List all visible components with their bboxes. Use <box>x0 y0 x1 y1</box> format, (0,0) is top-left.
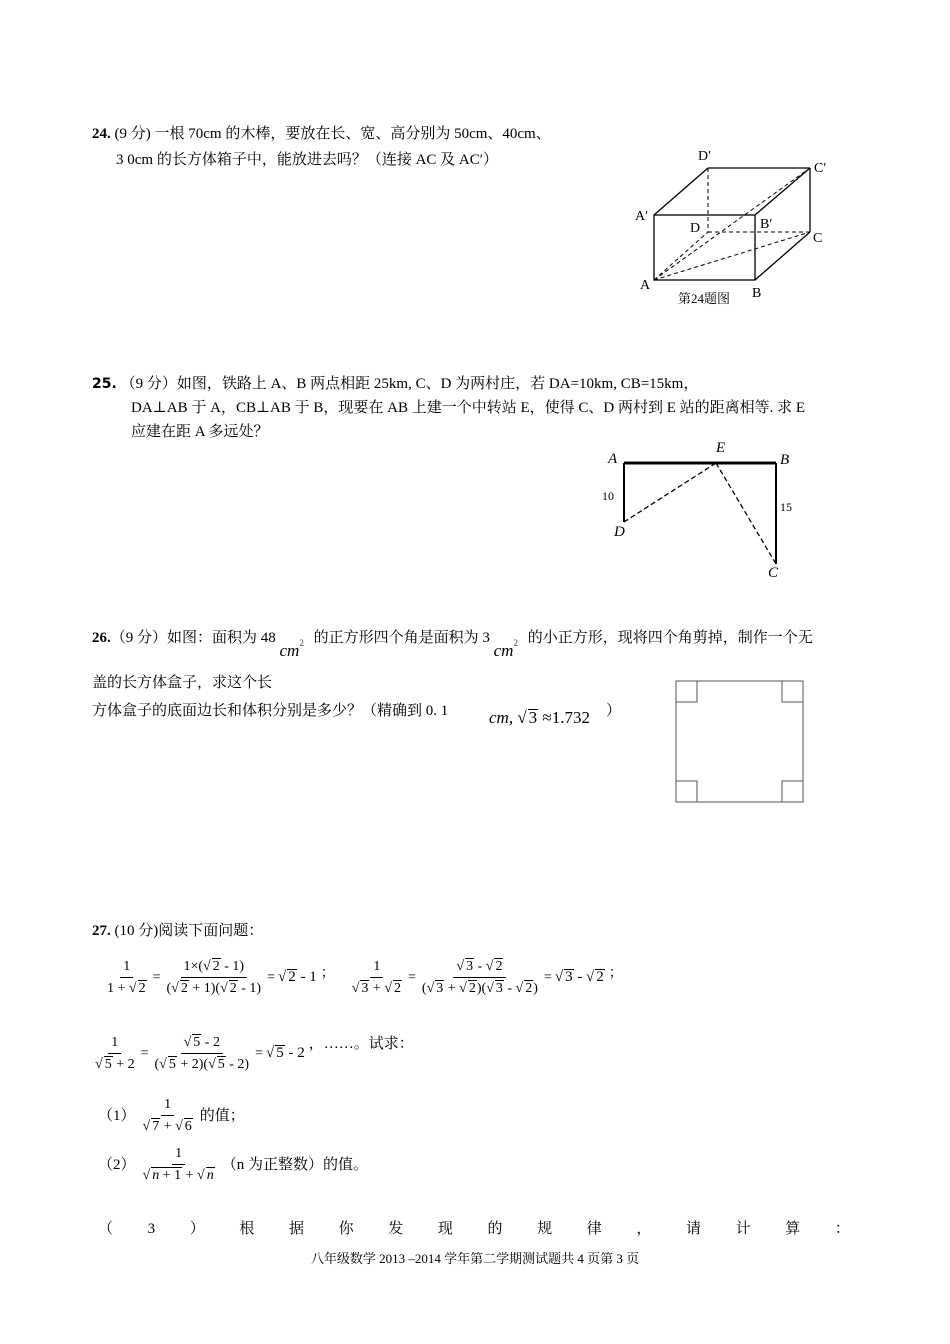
q27-number: 27. <box>92 923 111 939</box>
q25-line1 <box>92 374 698 394</box>
q26-unit-cm: cm, <box>489 708 514 727</box>
q27-example-row-1: $\frac{1}{1 + √ 2}$ = $\frac{1\times(√ 2 - 1)}{(√ 2 + 1)(√ 2 - 1)}$ = √ 2 - 1 ； $\frac{1}{√ 3 + √ 2}$ = $\frac{√ 3 - √ 2}{(√ 3 + √ 2)(√ 3 - √ 2)}$ = √ 3 - √ 2 ； <box>104 958 623 997</box>
q25-rail-figure <box>596 436 810 582</box>
q26-number: 26. <box>92 630 111 646</box>
label-B: B <box>780 452 790 468</box>
label-D: D <box>614 524 625 540</box>
q26-text-3a: 方体盒子的底面边长和体积分别是多少？（精确到 0. 1 <box>92 703 449 719</box>
q26-unit-2: cm <box>493 641 514 660</box>
q24-number: 24. <box>92 126 111 142</box>
q24-line1 <box>92 124 551 144</box>
label-A: A <box>640 278 651 293</box>
q26-text-1: （9 分）如图：面积为 48 <box>110 630 276 646</box>
q25-number: 25. <box>92 376 117 392</box>
label-DA-length: 10 <box>602 489 614 503</box>
sep-2: ； <box>608 965 623 981</box>
q24-line2: 3 0cm 的长方体箱子中，能放进去吗？（连接 AC 及 AC′） <box>116 152 499 168</box>
q26-sqrt3: 3 <box>528 708 538 727</box>
q26-text-2: 的正方形四个角是面积为 3 <box>313 630 490 646</box>
segment-EC <box>716 463 776 564</box>
label-C: C <box>813 231 823 246</box>
segment-DE <box>624 463 716 522</box>
q27-example-row-2: $\frac{1}{√ 5 + 2}$ = $\frac{√ 5 - 2}{(√ 5 + 2)(√ 5 - 2)}$ = √ 5 - 2 ，……。试求： <box>95 1035 414 1072</box>
page-footer: 八年级数学 2013 –2014 学年第二学期测试题共 4 页第 3 页 <box>310 1251 640 1266</box>
label-D: D <box>690 221 701 236</box>
q26-precision: cm, √ 3 ≈1.732 <box>489 708 591 727</box>
corner-square-tl <box>676 681 697 702</box>
diagonal-ACp <box>654 168 810 280</box>
label-B: B <box>752 286 762 301</box>
q24-text-1: (9 分) 一根 70cm 的木棒，要放在长、宽、高分别为 50cm、40cm、 <box>114 126 551 142</box>
sep-1: ； <box>320 965 335 981</box>
q27-intro: (10 分)阅读下面问题： <box>114 923 264 939</box>
label-Ap: A′ <box>635 209 649 224</box>
label-E: E <box>716 440 726 456</box>
q25-text-1: （9 分）如图，铁路上 A、B 两点相距 25km, C、D 为两村庄，若 DA=10km, CB=15km， <box>120 376 699 392</box>
label-CB-length: 15 <box>780 500 792 514</box>
q27-p1-label: （1） <box>98 1107 136 1124</box>
q27-ex-end: ，……。试求： <box>308 1035 414 1052</box>
q26-approx: ≈1.732 <box>542 708 591 727</box>
label-C: C <box>768 565 779 581</box>
label-A: A <box>608 451 618 467</box>
label-Cp: C′ <box>814 161 827 176</box>
diagonal-AC <box>654 232 810 280</box>
q24-caption: 第24题图 <box>678 291 731 306</box>
big-square <box>676 681 803 802</box>
q26-line3 <box>92 701 448 721</box>
q27-part1: （1） $\frac{1}{√ 7 + √ 6}$ 的值； <box>98 1097 245 1134</box>
q26-text-3: 的小正方形，现将四个角剪掉，制作一个无 <box>527 630 813 646</box>
q27-p2-label: （2） <box>98 1156 136 1173</box>
q27-p2-tail: （n 为正整数）的值。 <box>221 1156 368 1173</box>
label-Bp: B′ <box>760 217 773 232</box>
corner-square-tr <box>782 681 803 702</box>
q24-cuboid-figure <box>620 140 840 315</box>
q26-unit-1: cm <box>279 641 300 660</box>
corner-square-br <box>782 781 803 802</box>
q26-square-figure <box>675 680 805 804</box>
q25-line2: DA⊥AB 于 A，CB⊥AB 于 B，现要在 AB 上建一个中转站 E，使得 C、D 两村到 E 站的距离相等. 求 E <box>131 400 806 416</box>
q27-line1 <box>92 921 263 941</box>
q26-line2: 盖的长方体盒子，求这个长 <box>92 675 273 691</box>
label-Dp: D′ <box>698 149 712 164</box>
q25-line3: 应建在距 A 多远处？ <box>131 424 269 440</box>
q27-part2: （2） $\frac{1}{√ n + 1 + √ n}$ （n 为正整数）的值。 <box>98 1146 368 1183</box>
q27-part3: （ 3 ） 根 据 你 发 现 的 规 律 ， 请 计 算 ： <box>98 1221 850 1237</box>
corner-square-bl <box>676 781 697 802</box>
q27-p1-tail: 的值； <box>199 1107 245 1124</box>
q26-line1: 26.（9 分）如图：面积为 48 $cm^2$ 的正方形四个角是面积为 3 $cm^2$ 的小正方形，现将四个角剪掉，制作一个无 <box>92 630 813 660</box>
frac-1-over-1-plus-sqrt2: $\frac{1}{1 + √ 2}$ <box>107 959 146 996</box>
front-face <box>654 215 755 280</box>
q26-close-paren: ） <box>606 703 622 719</box>
